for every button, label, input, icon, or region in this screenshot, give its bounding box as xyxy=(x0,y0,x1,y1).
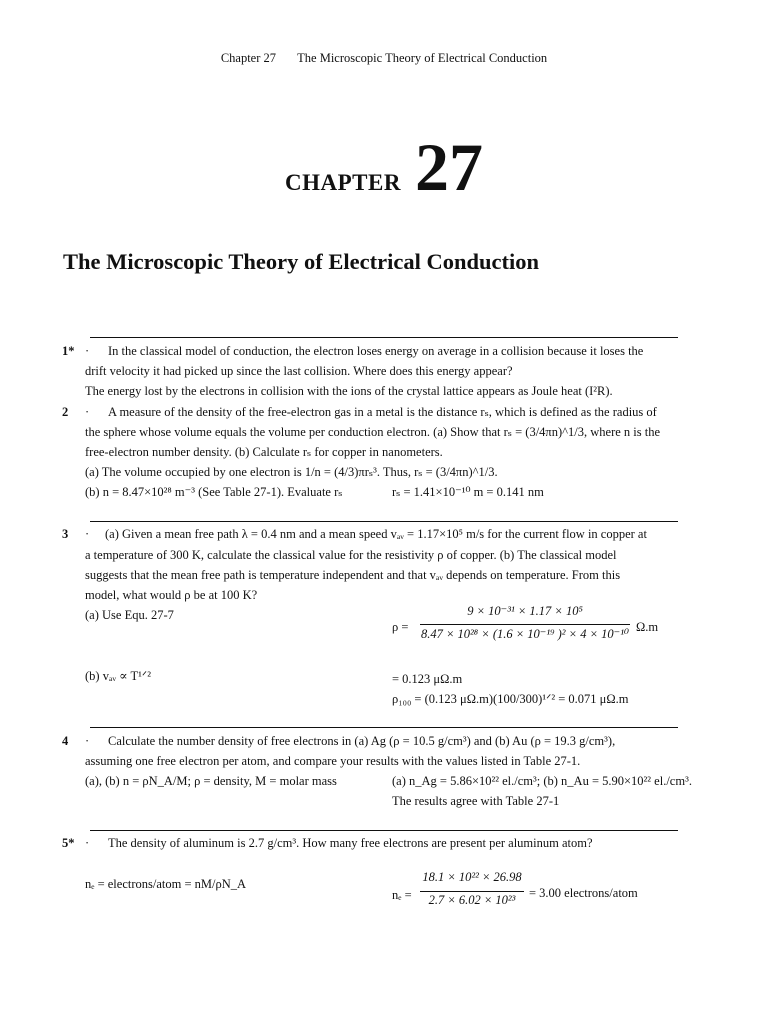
problem-number: 2 xyxy=(62,405,69,419)
problem-number: 4 xyxy=(62,734,69,748)
page-title: The Microscopic Theory of Electrical Conduction xyxy=(63,249,539,274)
running-header xyxy=(0,51,768,66)
problem-number: 5* xyxy=(62,836,75,850)
eq-ne-result: = 3.00 electrons/atom xyxy=(529,886,638,900)
eq-rho-denominator: 8.47 × 10²⁸ × (1.6 × 10⁻¹⁹ )² × 4 × 10⁻¹⁰ xyxy=(420,627,629,641)
problem-3-result-a: = 0.123 μΩ.m xyxy=(392,672,463,686)
problem-1-answer: The energy lost by the electrons in collision with the ions of the crystal lattice appears as Joule heat (I²R). xyxy=(85,384,613,398)
problem-3-answer-b: (b) vₐᵥ ∝ T¹ᐟ² xyxy=(85,669,151,683)
problem-2-line-2: the sphere whose volume equals the volume per conduction electron. (a) Show that rₛ = (3/4πn)^1/3, where n is the xyxy=(85,425,661,439)
problem-3-line-3: suggests that the mean free path is temperature independent and that vₐᵥ depends on temperature. From this xyxy=(85,568,621,582)
problem-5-line-1: The density of aluminum is 2.7 g/cm³. How many free electrons are present per aluminum atom? xyxy=(108,836,593,850)
problem-1-bullet: · xyxy=(85,344,90,358)
problem-5-bullet: · xyxy=(85,836,90,850)
divider-rule xyxy=(90,337,678,338)
problem-1-line-1: In the classical model of conduction, the electron loses energy on average in a collision because it loses the xyxy=(108,344,644,358)
problem-2-bullet: · xyxy=(85,405,90,419)
problem-4-note: The results agree with Table 27-1 xyxy=(392,794,560,808)
fraction-bar xyxy=(420,624,630,625)
problem-4-result: (a) n_Ag = 5.86×10²² el./cm³; (b) n_Au = 5.90×10²² el./cm³. xyxy=(392,774,692,788)
problem-2-result: rₛ = 1.41×10⁻¹⁰ m = 0.141 nm xyxy=(392,485,544,499)
problem-3-bullet: · xyxy=(85,527,90,541)
problem-1-line-2: drift velocity it had picked up since the last collision. Where does this energy appear? xyxy=(85,364,513,378)
chapter-word: CHAPTER xyxy=(285,170,401,195)
problem-1 xyxy=(62,341,75,361)
problem-4-line-1: Calculate the number density of free electrons in (a) Ag (ρ = 10.5 g/cm³) and (b) Au (ρ = 19.3 g/cm³), xyxy=(108,734,616,748)
problem-3-line-4: model, what would ρ be at 100 K? xyxy=(85,588,258,602)
header-title: The Microscopic Theory of Electrical Conduction xyxy=(297,51,548,65)
problem-4-answer: (a), (b) n = ρN_A/M; ρ = density, M = molar mass xyxy=(85,774,337,788)
eq-rho-unit: Ω.m xyxy=(636,620,659,634)
problem-2-answer-a: (a) The volume occupied by one electron is 1/n = (4/3)πrₛ³. Thus, rₛ = (3/4πn)^1/3. xyxy=(85,465,498,479)
divider-rule xyxy=(90,727,678,728)
problem-3-line-1: (a) Given a mean free path λ = 0.4 nm and a mean speed vₐᵥ = 1.17×10⁵ m/s for the current flow in copper at xyxy=(105,527,647,541)
problem-3-answer-a: (a) Use Equ. 27-7 xyxy=(85,608,174,622)
chapter-number: 27 xyxy=(414,129,483,205)
eq-ne-lhs: nₑ = xyxy=(392,888,412,902)
fraction-bar xyxy=(420,891,524,892)
eq-ne-numerator: 18.1 × 10²² × 26.98 xyxy=(422,870,522,884)
problem-3-result-b: ρ₁₀₀ = (0.123 μΩ.m)(100/300)¹ᐟ² = 0.071 μΩ.m xyxy=(392,692,629,706)
problem-5-formula: nₑ = electrons/atom = nM/ρN_A xyxy=(85,877,247,891)
problem-number: 1* xyxy=(62,344,75,358)
problem-number: 3 xyxy=(62,527,69,541)
divider-rule xyxy=(90,521,678,522)
problem-2-line-1: A measure of the density of the free-electron gas in a metal is the distance rₛ, which is defined as the radius of xyxy=(108,405,657,419)
problem-2-answer-b: (b) n = 8.47×10²⁸ m⁻³ (See Table 27-1). Evaluate rₛ xyxy=(85,485,343,499)
problem-4-line-2: assuming one free electron per atom, and compare your results with the values listed in Table 27-1. xyxy=(85,754,581,768)
chapter-heading xyxy=(0,128,768,207)
problem-2-line-3: free-electron number density. (b) Calculate rₛ for copper in nanometers. xyxy=(85,445,443,459)
header-chapter-label: Chapter 27 xyxy=(220,51,277,65)
problem-3-line-2: a temperature of 300 K, calculate the classical value for the resistivity ρ of copper. (b) The classical model xyxy=(85,548,617,562)
eq-ne-denominator: 2.7 × 6.02 × 10²³ xyxy=(428,893,516,907)
eq-rho-lhs: ρ = xyxy=(392,620,409,634)
divider-rule xyxy=(90,830,678,831)
eq-rho-numerator: 9 × 10⁻³¹ × 1.17 × 10⁵ xyxy=(467,604,583,618)
problem-4-bullet: · xyxy=(85,734,90,748)
